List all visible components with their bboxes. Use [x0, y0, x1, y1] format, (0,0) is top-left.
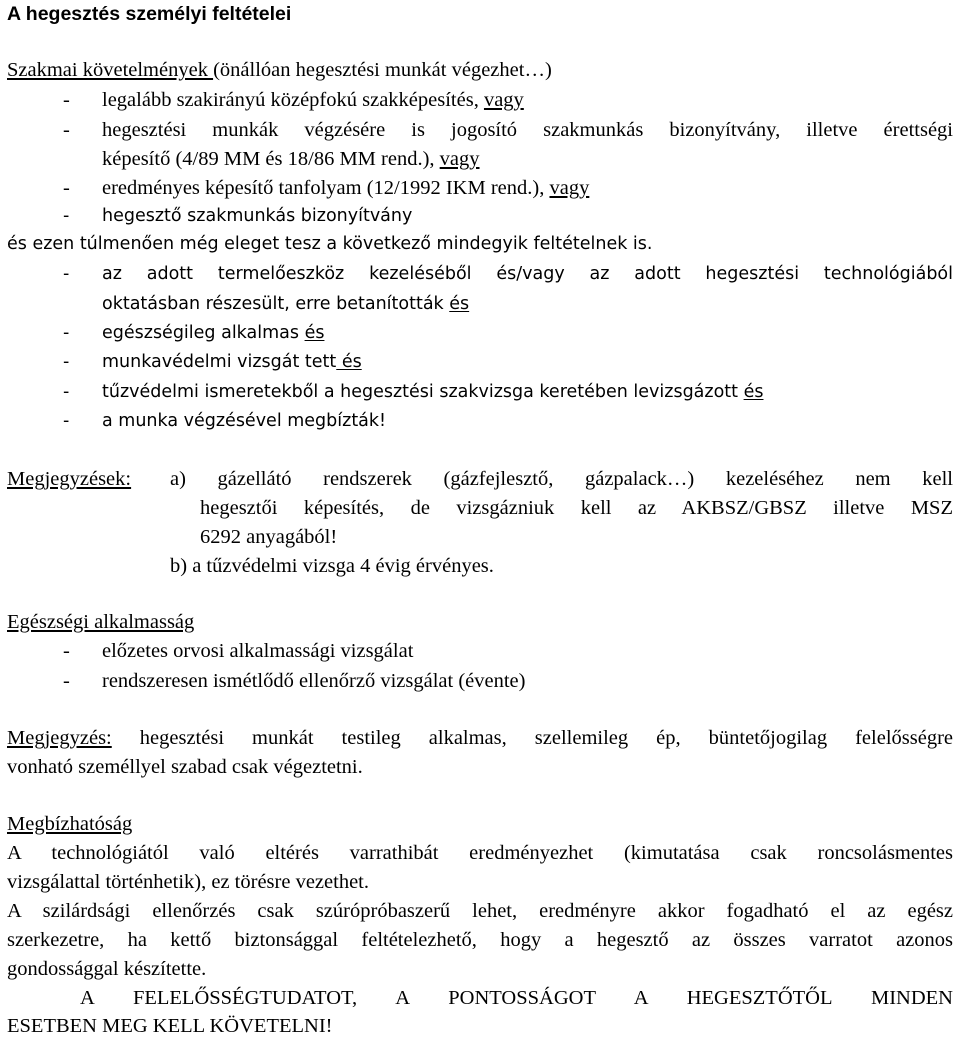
szakmai-heading-line	[7, 58, 552, 82]
list-item: hegesztési munkák végzésére is jogosító szakmunkás bizonyítvány, illetve érettségi	[102, 119, 953, 141]
list-dash: -	[63, 411, 70, 431]
conditions-intro: és ezen túlmenően még eleget tesz a következő mindegyik feltételnek is.	[7, 234, 653, 254]
list-dash: -	[63, 119, 70, 141]
page-title: A hegesztés személyi feltételei	[7, 3, 292, 25]
reliability-paragraph-line: gondossággal készítette.	[7, 958, 207, 980]
list-item: rendszeresen ismétlődő ellenőrző vizsgálat (évente)	[102, 670, 526, 692]
note-a-line: hegesztői képesítés, de vizsgázniuk kell az AKBSZ/GBSZ illetve MSZ	[200, 497, 953, 519]
note-paragraph-line: vonható személlyel szabad csak végeztetni.	[7, 756, 363, 778]
health-heading: Egészségi alkalmasság	[7, 611, 195, 633]
emphasis-line: A FELELŐSSÉGTUDATOT, A PONTOSSÁGOT A HEGESZTŐTŐL MINDEN	[80, 987, 953, 1009]
conjunction: vagy	[439, 148, 480, 170]
note-a-line: 6292 anyagából!	[200, 526, 338, 548]
reliability-paragraph-line: vizsgálattal történhetik), ez törésre vezethet.	[7, 871, 369, 893]
list-item-continuation: oktatásban részesült, erre betanították és	[102, 294, 470, 314]
list-item: az adott termelőeszköz kezeléséből és/vagy az adott hegesztési technológiából	[102, 264, 953, 284]
note-label: Megjegyzés:	[7, 727, 112, 749]
list-dash: -	[63, 177, 70, 199]
list-item: legalább szakirányú középfokú szakképesítés, vagy	[102, 89, 524, 111]
list-item: egészségileg alkalmas és	[102, 323, 325, 343]
list-dash: -	[63, 640, 70, 662]
list-dash: -	[63, 206, 70, 226]
notes-label: Megjegyzések:	[7, 468, 132, 490]
conjunction: vagy	[483, 89, 524, 111]
reliability-heading: Megbízhatóság	[7, 813, 133, 835]
note-b-line: b) a tűzvédelmi vizsga 4 évig érvényes.	[170, 555, 494, 577]
list-item: hegesztő szakmunkás bizonyítvány	[102, 206, 413, 226]
reliability-paragraph-line: szerkezetre, ha kettő biztonsággal feltételezhető, hogy a hegesztő az összes varratot azonos	[7, 929, 953, 951]
conjunction: vagy	[549, 177, 590, 199]
conjunction: és	[336, 352, 362, 372]
list-item: a munka végzésével megbízták!	[102, 411, 387, 431]
reliability-paragraph-line: A szilárdsági ellenőrzés csak szúrópróbaszerű lehet, eredményre akkor fogadható el az egész	[7, 900, 953, 922]
conjunction: és	[449, 294, 470, 314]
conjunction: és	[743, 382, 764, 402]
list-dash: -	[63, 264, 70, 284]
list-dash: -	[63, 323, 70, 343]
list-item: előzetes orvosi alkalmassági vizsgálat	[102, 640, 414, 662]
list-dash: -	[63, 89, 70, 111]
reliability-paragraph-line: A technológiától való eltérés varrathibát eredményezhet (kimutatása csak roncsolásmentes	[7, 842, 953, 864]
conjunction: és	[304, 323, 325, 343]
list-item: munkavédelmi vizsgát tett és	[102, 352, 362, 372]
emphasis-line: ESETBEN MEG KELL KÖVETELNI!	[7, 1015, 333, 1037]
note-paragraph-line: Megjegyzés: hegesztési munkát testileg alkalmas, szellemileg ép, büntetőjogilag felelősségre	[7, 727, 953, 749]
szakmai-heading: Szakmai követelmények	[7, 59, 214, 81]
list-dash: -	[63, 352, 70, 372]
szakmai-heading-note: (önállóan hegesztési munkát végezhet…)	[213, 59, 552, 81]
list-dash: -	[63, 670, 70, 692]
list-item-continuation: képesítő (4/89 MM és 18/86 MM rend.), vagy	[102, 148, 480, 170]
note-a-line: a) gázellátó rendszerek (gázfejlesztő, gázpalack…) kezeléséhez nem kell	[170, 468, 953, 490]
list-dash: -	[63, 382, 70, 402]
list-item: eredményes képesítő tanfolyam (12/1992 IKM rend.), vagy	[102, 177, 590, 199]
list-item: tűzvédelmi ismeretekből a hegesztési szakvizsga keretében levizsgázott és	[102, 382, 764, 402]
